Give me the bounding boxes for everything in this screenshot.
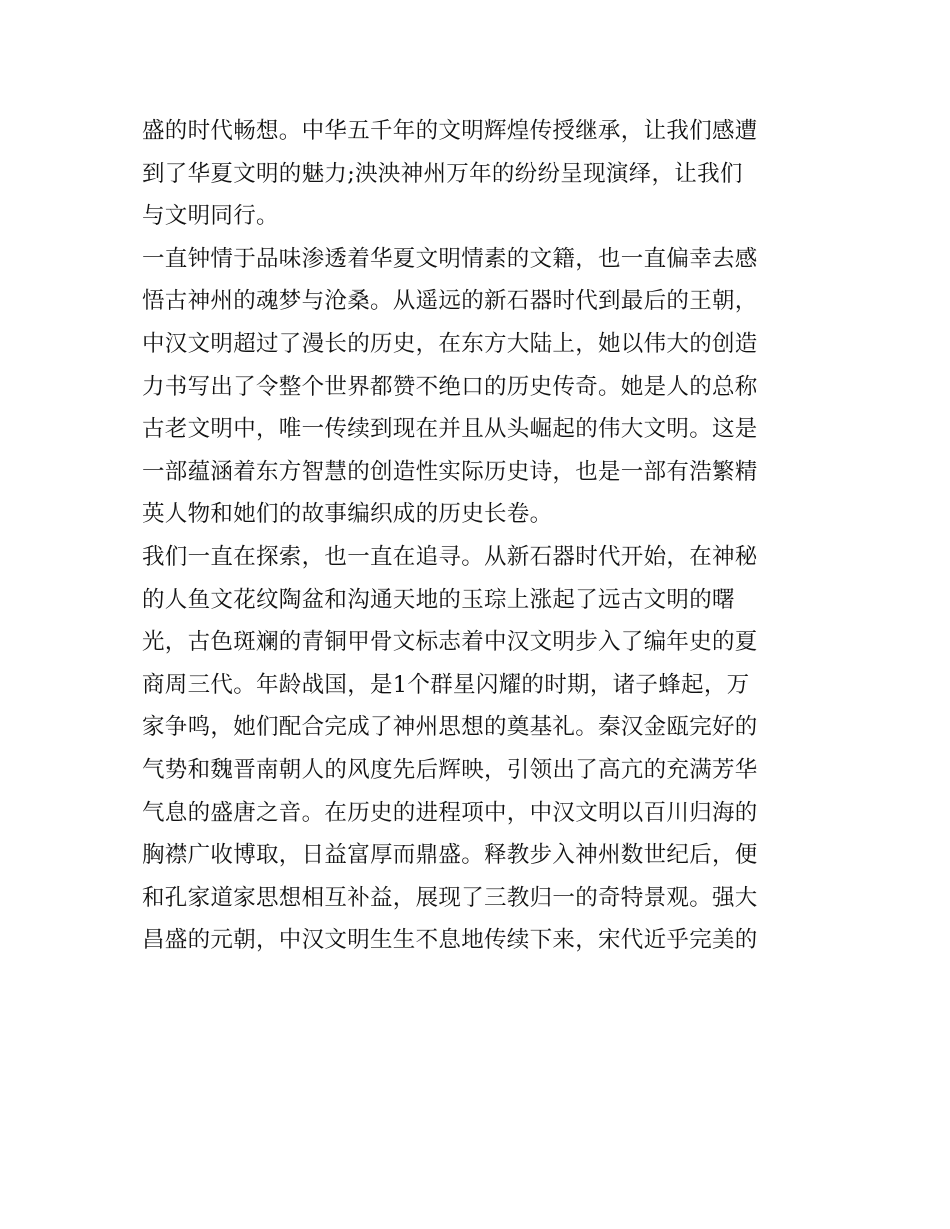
body-text xyxy=(142,110,814,962)
text-line: 中汉文明超过了漫长的历史，在东方大陆上，她以伟大的创造 xyxy=(142,330,758,357)
text-line: 家争鸣，她们配合完成了神州思想的奠基礼。秦汉金瓯完好的 xyxy=(142,714,758,741)
text-line: 胸襟广收博取，日益富厚而鼎盛。释教步入神州数世纪后，便 xyxy=(142,842,758,869)
text-line: 与文明同行。 xyxy=(142,203,279,230)
text-line: 一直钟情于品味渗透着华夏文明情素的文籍，也一直偏幸去感 xyxy=(142,245,758,272)
text-line: 光，古色斑斓的青铜甲骨文标志着中汉文明步入了编年史的夏 xyxy=(142,629,758,656)
text-line: 的人鱼文花纹陶盆和沟通天地的玉琮上涨起了远古文明的曙 xyxy=(142,586,735,613)
text-line: 气息的盛唐之音。在历史的进程项中，中汉文明以百川归海的 xyxy=(142,799,758,826)
text-line: 气势和魏晋南朝人的风度先后辉映，引领出了高亢的充满芳华 xyxy=(142,756,758,783)
text-line: 古老文明中，唯一传续到现在并且从头崛起的伟大文明。这是 xyxy=(142,416,758,443)
text-line: 力书写出了令整个世界都赞不绝口的历史传奇。她是人的总称 xyxy=(142,373,758,400)
text-line: 英人物和她们的故事编织成的历史长卷。 xyxy=(142,501,553,528)
text-line: 和孔家道家思想相互补益，展现了三教归一的奇特景观。强大 xyxy=(142,884,758,911)
text-line: 昌盛的元朝，中汉文明生生不息地传续下来，宋代近乎完美的 xyxy=(142,927,758,954)
text-line: 一部蕴涵着东方智慧的创造性实际历史诗，也是一部有浩繁精 xyxy=(142,458,758,485)
text-line: 商周三代。年龄战国，是1个群星闪耀的时期，诸子蜂起，万 xyxy=(142,671,750,698)
text-line: 悟古神州的魂梦与沧桑。从遥远的新石器时代到最后的王朝， xyxy=(142,288,758,315)
text-line: 到了华夏文明的魅力;泱泱神州万年的纷纷呈现演绎，让我们 xyxy=(142,160,743,187)
text-line: 盛的时代畅想。中华五千年的文明辉煌传授继承，让我们感遭 xyxy=(142,118,758,144)
text-line: 我们一直在探索，也一直在追寻。从新石器时代开始，在神秘 xyxy=(142,543,758,570)
